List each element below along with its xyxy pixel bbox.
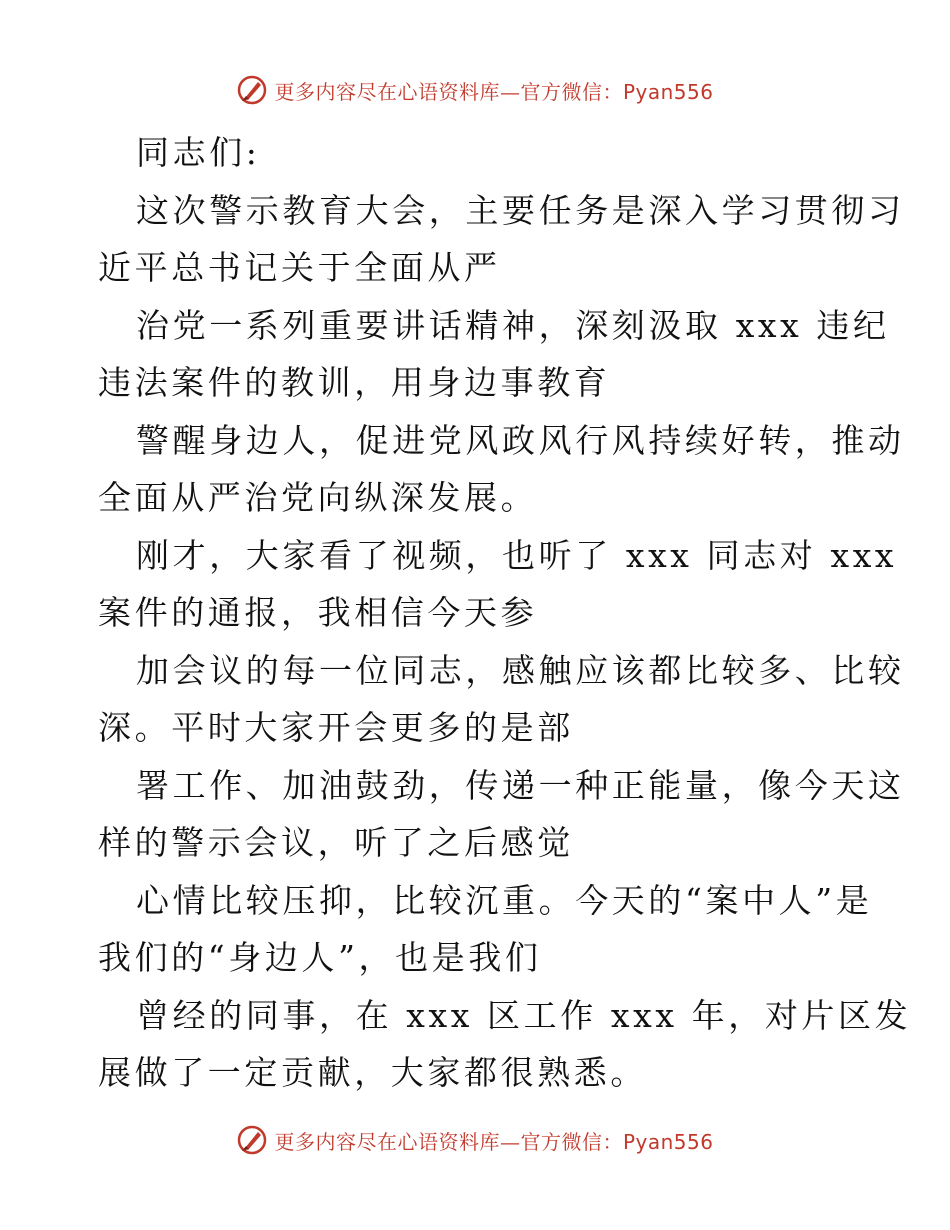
header-banner-text — [274, 76, 713, 105]
footer-banner-text — [274, 1126, 713, 1155]
body-line: 加会议的每一位同志，感触应该都比较多、比较 — [136, 650, 905, 690]
body-line: 案件的通报，我相信今天参 — [98, 593, 538, 632]
header-banner-main: 更多内容尽在心语资料库 — [274, 79, 500, 104]
body-line: 治党一系列重要讲话精神，深刻汲取 xxx 违纪 — [136, 305, 890, 345]
body-line: 刚才，大家看了视频，也听了 xxx 同志对 xxx — [136, 535, 898, 575]
quill-logo-icon — [236, 74, 268, 106]
header-banner — [0, 70, 950, 110]
quill-logo-icon — [236, 1124, 268, 1156]
footer-banner-main: 更多内容尽在心语资料库 — [274, 1129, 500, 1154]
body-line: 曾经的同事，在 xxx 区工作 xxx 年，对片区发 — [136, 995, 912, 1035]
header-banner-separator: — — [499, 79, 521, 104]
body-line: 署工作、加油鼓劲，传递一种正能量，像今天这 — [136, 765, 905, 805]
body-line: 违法案件的教训，用身边事教育 — [98, 363, 611, 402]
body-line: 心情比较压抑，比较沉重。今天的“案中人”是 — [136, 880, 873, 920]
body-line: 全面从严治党向纵深发展。 — [98, 478, 538, 517]
body-line: 展做了一定贡献，大家都很熟悉。 — [98, 1053, 647, 1092]
body-line: 深。平时大家开会更多的是部 — [98, 708, 574, 747]
body-line: 近平总书记关于全面从严 — [98, 248, 501, 287]
body-line: 警醒身边人，促进党风政风行风持续好转，推动 — [136, 420, 905, 460]
footer-banner-separator: — — [499, 1129, 521, 1154]
body-line: 我们的“身边人”，也是我们 — [98, 938, 542, 977]
body-line: 这次警示教育大会，主要任务是深入学习贯彻习 — [136, 190, 905, 230]
body-line-salutation: 同志们: — [136, 133, 261, 172]
footer-banner-wechat: 官方微信：Pyan556 — [520, 1129, 714, 1154]
body-line: 样的警示会议，听了之后感觉 — [98, 823, 574, 862]
document-body — [98, 124, 912, 1102]
header-banner-wechat: 官方微信：Pyan556 — [520, 79, 714, 104]
footer-banner — [0, 1120, 950, 1160]
